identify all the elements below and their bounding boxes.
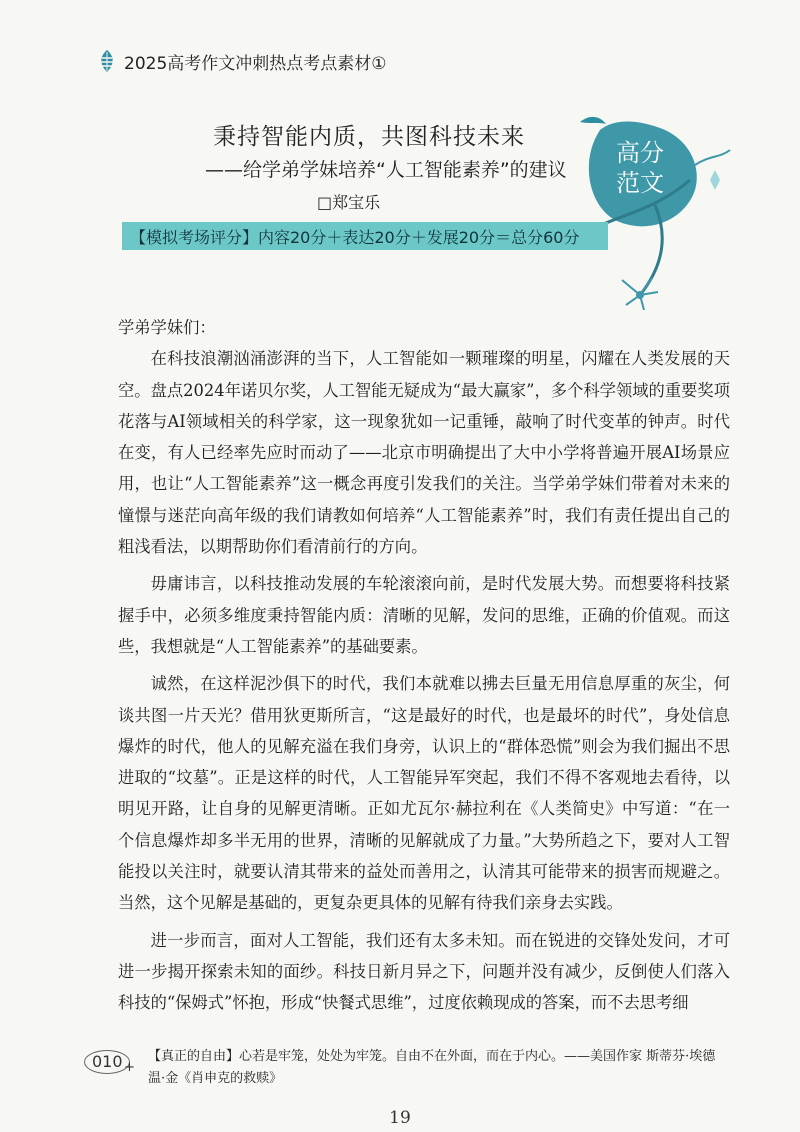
badge-line1: 高分 <box>616 139 664 167</box>
badge-line2: 范文 <box>616 169 664 197</box>
section-page-badge <box>84 1046 136 1078</box>
paragraph: 进一步而言，面对人工智能，我们还有太多未知。而在锐进的交锋处发问，才可进一步揭开探索未知的面纱。科技日新月异之下，问题并没有减少，反倒使人们落入科技的“保姆式”怀抱，形成“快餐式思维”，过度依赖现成的答案，而不去思考细 <box>118 930 730 1013</box>
page-number: 19 <box>389 1108 411 1128</box>
paragraph: 毋庸讳言，以科技推动发展的车轮滚滚向前，是时代发展大势。而想要将科技紧握手中，必须多维度秉持智能内质：清晰的见解，发问的思维，正确的价值观。而这些，我想就是“人工智能素养”的基础要素。 <box>118 574 730 656</box>
header-title: 2025高考作文冲刺热点考点素材① <box>124 53 387 74</box>
score-bar: 【模拟考场评分】内容20分＋表达20分＋发展20分＝总分60分 <box>122 222 608 250</box>
paragraph: 在科技浪潮汹涌澎湃的当下，人工智能如一颗璀璨的明星，闪耀在人类发展的天空。盘点2024年诺贝尔奖，人工智能无疑成为“最大赢家”，多个科学领域的重要奖项花落与AI领域相关的科学家，这一现象犹如一记重锤，敲响了时代变革的钟声。时代在变，有人已经率先应时而动了——北京市明确提出了大中小学将普遍开展AI场景应用，也让“人工智能素养”这一概念再度引发我们的关注。当学弟学妹们带着对未来的憧憬与迷茫向高年级的我们请教如何培养“人工智能素养”时，我们有责任提出自己的粗浅看法，以期帮助你们看清前行的方向。 <box>118 349 730 557</box>
article-body <box>118 312 730 1019</box>
high-score-badge <box>600 138 680 198</box>
article-subtitle: ——给学弟学妹培养“人工智能素养”的建议 <box>205 159 567 181</box>
pinecone-icon <box>96 48 118 74</box>
running-header <box>96 48 387 74</box>
article-title-block <box>205 118 585 213</box>
paragraph: 诚然，在这样泥沙俱下的时代，我们本就难以拂去巨量无用信息厚重的灰尘，何谈共图一片天光？借用狄更斯所言，“这是最好的时代，也是最坏的时代”，身处信息爆炸的时代，他人的见解充溢在我们身旁，认识上的“群体恐慌”则会为我们掘出不思进取的“坟墓”。正是这样的时代，人工智能异军突起，我们不得不客观地去看待，以明见开路，让自身的见解更清晰。正如尤瓦尔·赫拉利在《人类简史》中写道：“在一个信息爆炸却多半无用的世界，清晰的见解就成了力量。”大势所趋之下，要对人工智能投以关注时，就要认清其带来的益处而善用之，认清其可能带来的损害而规避之。当然，这个见解是基础的，更复杂更具体的见解有待我们亲身去实践。 <box>118 674 730 913</box>
article-author: □郑宝乐 <box>317 193 381 212</box>
salutation: 学弟学妹们： <box>118 318 216 337</box>
footer-quote: 【真正的自由】心若是牢笼，处处为牢笼。自由不在外面，而在于内心。——美国作家 斯蒂芬·埃德温·金《肖申克的救赎》 <box>148 1049 716 1086</box>
section-page-number: 010 <box>92 1052 123 1071</box>
footer <box>84 1046 734 1090</box>
sparkle-icon: + <box>124 1060 135 1075</box>
article-title: 秉持智能内质，共图科技未来 <box>213 124 525 150</box>
